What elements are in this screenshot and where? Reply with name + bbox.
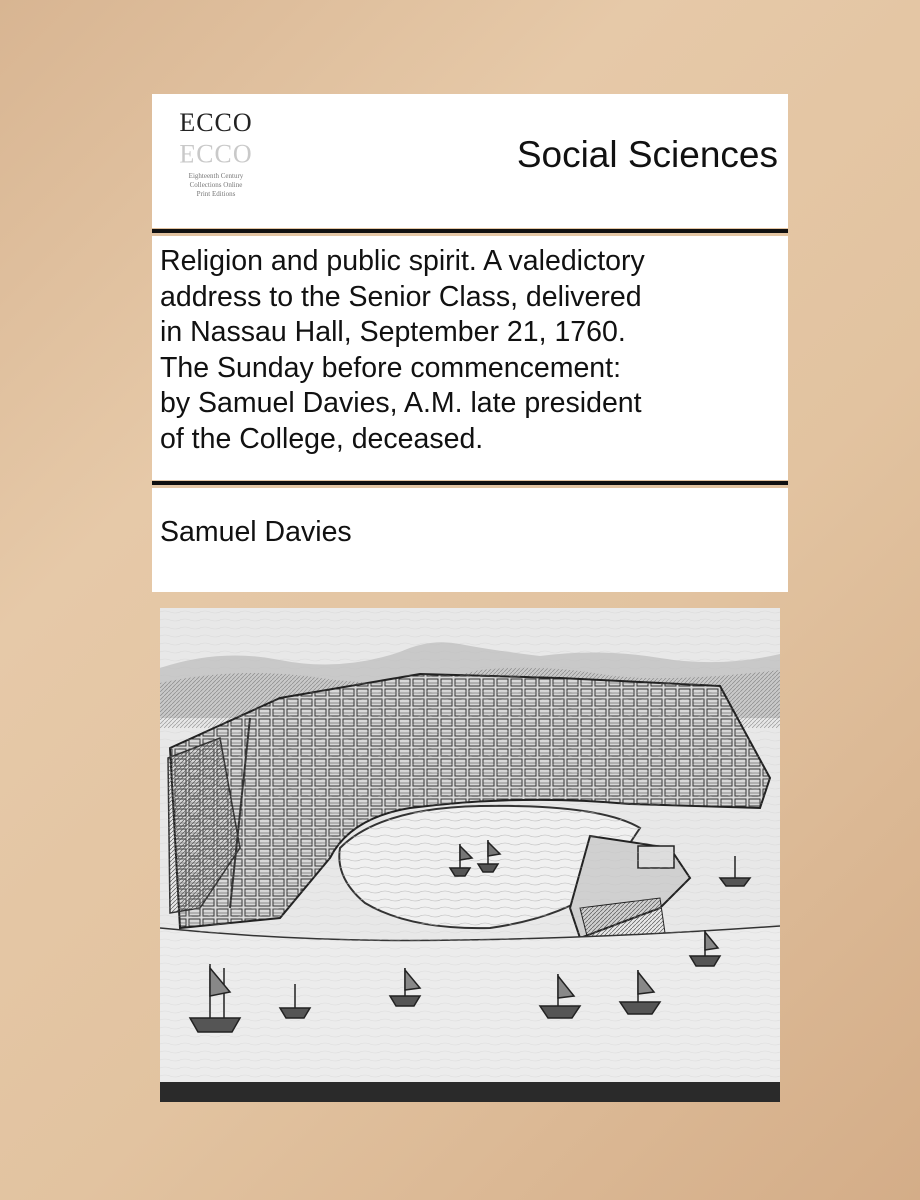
divider-rule (152, 481, 788, 485)
divider-rule (152, 229, 788, 233)
title-block (152, 236, 788, 480)
title-line: The Sunday before commencement: (160, 351, 621, 384)
title-line: in Nassau Hall, September 21, 1760. (160, 316, 626, 348)
logo-reflection: ECCO (179, 139, 253, 168)
title-line: by Samuel Davies, A.M. late president (160, 387, 642, 419)
logo-caption-line: Print Editions (196, 190, 236, 198)
title-line: address to the Senior Class, delivered (160, 280, 642, 313)
title-line: Religion and public spirit. A valedictory (160, 245, 645, 277)
logo-caption-line: Collections Online (189, 181, 243, 189)
harbor-engraving (160, 608, 780, 1102)
series-name: Social Sciences (516, 134, 778, 175)
logo-caption-line: Eighteenth Century (188, 172, 244, 180)
author-name: Samuel Davies (160, 516, 352, 548)
cover-header (152, 94, 788, 228)
logo-text: ECCO (179, 108, 253, 137)
ecco-logo (164, 108, 268, 212)
book-title (160, 244, 784, 457)
title-line: of the College, deceased. (160, 422, 484, 455)
author-block (152, 488, 788, 592)
logo-caption (164, 172, 268, 199)
